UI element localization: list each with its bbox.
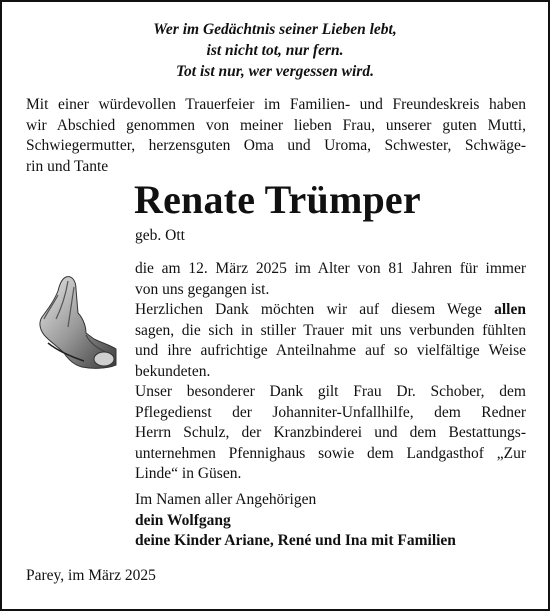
birth-name: geb. Ott xyxy=(135,227,185,244)
intro-line: rin und Tante xyxy=(26,157,109,175)
body-line xyxy=(135,300,526,321)
body-line: bekundeten. xyxy=(135,362,211,380)
emphasis-all: allen xyxy=(494,301,526,318)
body-line-text: Herzlichen Dank möchten wir auf diesem Wege xyxy=(135,301,482,318)
body-text xyxy=(135,259,526,485)
motto-line: ist nicht tot, nur fern. xyxy=(206,42,344,59)
signature-children: deine Kinder Ariane, René und Ina mit Familien xyxy=(135,532,456,549)
intro-text xyxy=(26,95,526,177)
body-line: Linde“ in Güsen. xyxy=(135,465,242,482)
body-line: Pflegedienst der Johanniter-Unfallhilfe, dem Redner xyxy=(135,403,526,421)
body-line: sagen, die sich in stiller Trauer mit uns verbunden fühlten xyxy=(135,321,526,339)
deceased-name: Renate Trümper xyxy=(134,177,421,222)
place-date: Parey, im März 2025 xyxy=(26,567,156,584)
motto-verse xyxy=(0,19,550,82)
body-line: Herrn Schulz, der Kranzbinderei und dem Bestattungs- xyxy=(135,424,526,441)
body-line: und ihre aufrichtige Anteilnahme auf so vielfältige Weise xyxy=(135,342,526,359)
signature-block xyxy=(135,490,456,552)
motto-line: Wer im Gedächtnis seiner Lieben lebt, xyxy=(153,21,397,38)
body-line: unternehmen Pfennighaus sowie dem Landgasthof „Zur xyxy=(135,444,526,462)
body-line: Unser besonderer Dank gilt Frau Dr. Schober, dem xyxy=(135,383,526,400)
body-line: von uns gegangen ist. xyxy=(135,280,270,298)
signature-intro: Im Namen aller Angehörigen xyxy=(135,491,317,508)
intro-line: wir Abschied genommen von meiner lieben Frau, unserer guten Mutti, xyxy=(26,116,526,134)
signature-husband: dein Wolfgang xyxy=(135,511,231,529)
body-line: die am 12. März 2025 im Alter von 81 Jahren für immer xyxy=(135,260,526,277)
praying-hands-icon xyxy=(28,273,120,373)
motto-line: Tot ist nur, wer vergessen wird. xyxy=(176,63,374,80)
intro-line: Schwiegermutter, herzensguten Oma und Uroma, Schwester, Schwäge- xyxy=(26,137,526,154)
intro-line: Mit einer würdevollen Trauerfeier im Familien- und Freundeskreis haben xyxy=(26,96,526,113)
